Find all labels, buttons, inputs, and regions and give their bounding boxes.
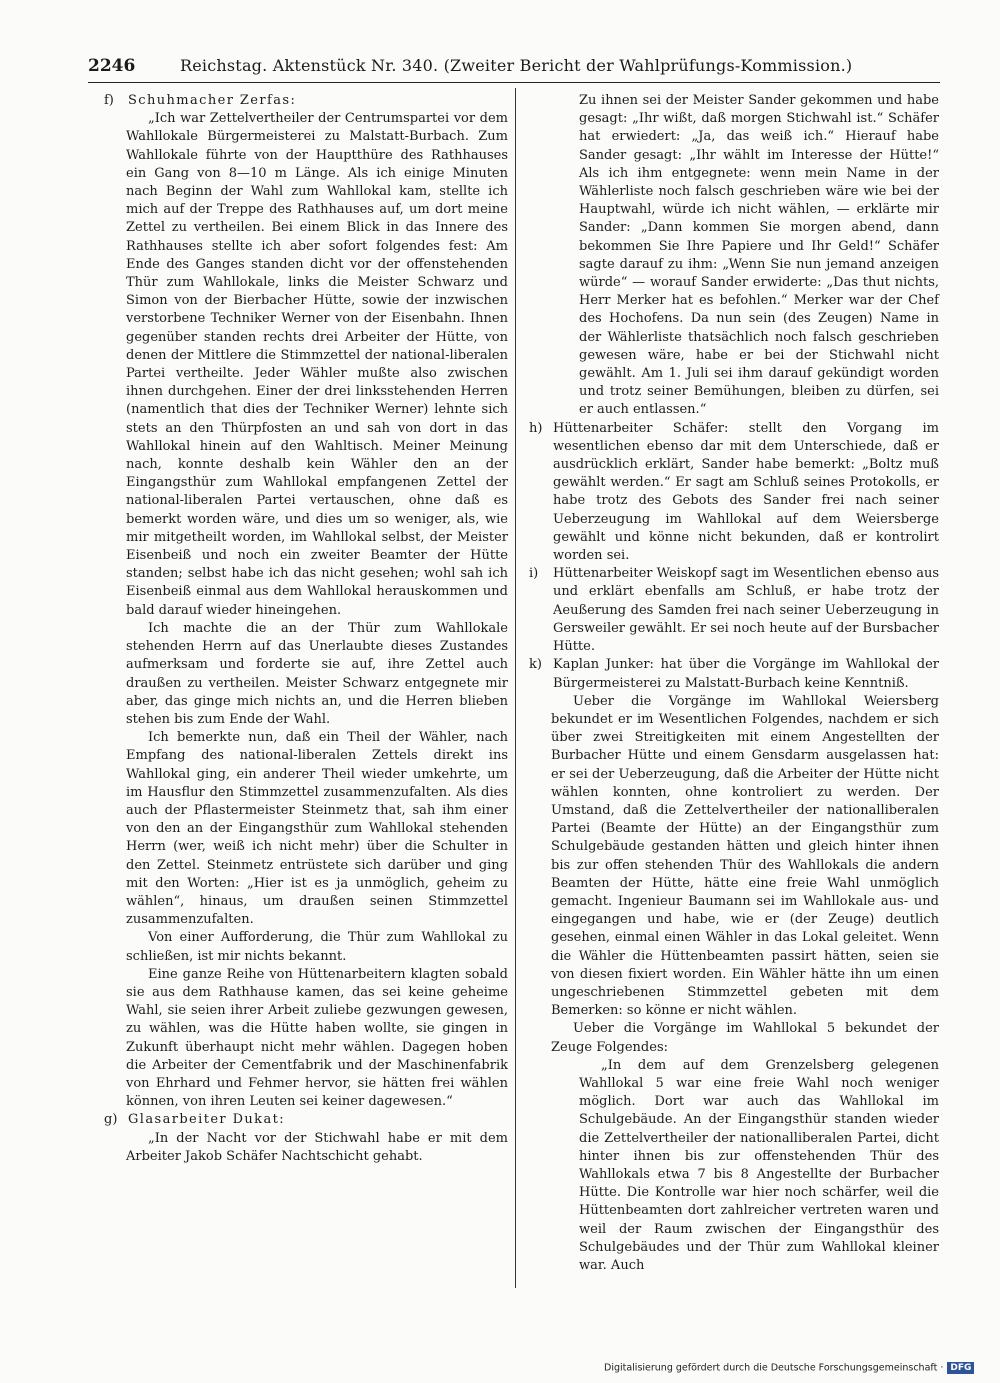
credit-text: Digitalisierung gefördert durch die Deutsche Forschungsgemeinschaft ·: [604, 1362, 944, 1374]
section-marker: i): [529, 566, 539, 582]
paragraph: Kaplan Junker: hat über die Vorgänge im Wahllokal der Bürgermeisterei zu Malstatt-Burbach keine Kenntniß.: [553, 657, 939, 691]
paragraph: Ich bemerkte nun, daß ein Theil der Wähler, nach Empfang des national-liberalen Zettels direkt ins Wahllokal ging, ein anderer Theil wieder umkehrte, um im Hausflur den Stimmzettel zusammenzufalten. Als dies auch der Pflastermeister Steinmetz that, sah ihm einer von den an der Eingangsthür zum Wahllokal stehenden Herrn (wer, weiß ich nicht mehr) über die Schulter in den Zettel. Steinmetz entrüstete sich darüber und ging mit den Worten: „Hier ist es ja unmöglich, geheim zu wählen“, hinaus, um draußen seinen Stimmzettel zusammenzufalten.: [126, 730, 508, 928]
running-title: Reichstag. Aktenstück Nr. 340. (Zweiter Bericht der Wahlprüfungs-Kommission.): [180, 56, 853, 75]
column-divider: [515, 88, 516, 1288]
paragraph: „In dem auf dem Grenzelsberg gelegenen Wahllokal 5 war eine freie Wahl noch weniger möglich. Dort war auch das Wahllokal im Schulgebäude. An der Eingangsthür standen wieder die Zettelvertheiler der nationalliberalen Partei, dicht hinter ihnen bis zur offenstehenden Thür des Wahllokals etwa 7 bis 8 Angestellte der Burbacher Hütte. Die Kontrolle war hier noch schärfer, weil die Hüttenbeamten dort zahlreicher vertreten waren und weil der Raum zwischen der Eingangsthür des Schulgebäudes und der Thür zum Wahllokal kleiner war. Auch: [579, 1057, 939, 1273]
paragraph: Ueber die Vorgänge im Wahllokal Weiersberg bekundet er im Wesentlichen Folgendes, nachdem er sich über zwei Streitigkeiten mit einem Angestellten der Burbacher Hütte und einem Gensdarm ausgelassen hat: er sei der Ueberzeugung, daß die Arbeiter der Hütte nicht wählen konnten, ohne kontroliert zu werden. Der Umstand, daß die Zettelvertheiler der nationalliberalen Partei (Beamte der Hütte) an der Eingangsthür zum Schulgebäude gestanden hätten und gleich hinter ihnen bis zur offen stehenden Thür des Wahllokals die andern Beamten der Hütte, hätte eine freie Wahl unmöglich gemacht. Ingenieur Baumann sei im Wahllokale aus- und eingegangen und habe, wie er (der Zeuge) deutlich gesehen, einmal einen Wähler in das Lokal geleitet. Wenn die Wähler die Hüttenbeamten passirt hätten, seien sie von diesen fixiert worden. Ein Wähler hätte ihn um einen ungeschriebenen Stimmzettel gebeten mit dem Bemerken: so könne er nicht wählen.: [551, 693, 939, 1019]
section-marker: g): [104, 1112, 118, 1128]
paragraph: Ich machte die an der Thür zum Wahllokale stehenden Herrn auf das Unerlaubte dieses Zustandes aufmerksam und forderte sie auf, ihre Zettel auch draußen zu vertheilen. Meister Schwarz entgegnete mir aber, das ginge mich nichts an, und die Herren blieben stehen bis zum Ende der Wahl.: [126, 620, 508, 727]
paragraph: „Ich war Zettelvertheiler der Centrumspartei vor dem Wahllokale Bürgermeisterei zu Malstatt-Burbach. Zum Wahllokale führte von der Hauptthüre des Rathhauses ein Gang von 8—10 m Länge. Als ich einige Minuten nach Beginn der Wahl zum Wahllokal kam, stellte ich mich auf der Treppe des Rathhauses auf, um dort meine Zettel zu vertheilen. Bei einem Blick in das Innere des Rathhauses stellte ich aber sofort folgendes fest: Am Ende des Ganges standen dicht vor der offenstehenden Thür zum Wahllokale, links die Meister Schwarz und Simon von der Bierbacher Hütte, sowie der inzwischen verstorbene Techniker Werner von der Eisenbahn. Ihnen gegenüber standen rechts drei Arbeiter der Hütte, von denen der Mittlere die Stimmzettel der national-liberalen Partei vertheilte. Jeder Wähler mußte also zwischen ihnen durchgehen. Einer der drei linksstehenden Herren (namentlich that dies der Techniker Werner) lehnte sich stets an den Thürpfosten an und sah von dort in das Wahllokal hinein auf den Wahltisch. Meiner Meinung nach, konnte deshalb kein Wähler den an der Eingangsthür zum Wahllokal empfangenen Zettel der national-liberalen Partei vertauschen, ohne daß es bemerkt worden wäre, und dies um so weniger, als, wie mir mitgetheilt worden, im Wahllokal selbst, der Meister Eisenbeiß und noch ein zweiter Beamter der Hütte standen; selbst habe ich das nicht gesehen; wohl sah ich Eisenbeiß einmal aus dem Wahllokal herauskommen und bald darauf wieder hineingehen.: [126, 111, 508, 618]
section-marker: f): [104, 93, 114, 108]
section-g: [104, 1111, 508, 1129]
paragraph: Zu ihnen sei der Meister Sander gekommen und habe gesagt: „Ihr wißt, daß morgen Stichwahl ist.“ Schäfer hat erwiedert: „Ja, das weiß ich.“ Hierauf habe Sander gesagt: „Ihr wählt im Interesse der Hütte!“ Als ich ihm entgegnete: wenn mein Name in der Wählerliste noch falsch geschrieben wäre wie bei der Hauptwahl, würde ich nicht wählen, — erklärte mir Sander: „Dann kommen Sie morgen abend, dann bekommen Sie Ihre Papiere und Ihr Geld!“ Schäfer sagte darauf zu ihm: „Wenn Sie nun jemand anzeigen würde“ — worauf Sander erwiderte: „Das thut nichts, Herr Merker hat es befohlen.“ Merker war der Chef des Hochofens. Da nun sein (des Zeugen) Name in der Wählerliste thatsächlich noch falsch geschrieben gewesen wäre, habe er bei der Stichwahl nicht gewählt. Am 1. Juli sei ihm darauf gekündigt worden und trotz seiner Bemühungen, bleiben zu dürfen, sei er auch entlassen.“: [579, 93, 939, 418]
paragraph: „In der Nacht vor der Stichwahl habe er mit dem Arbeiter Jakob Schäfer Nachtschicht gehabt.: [126, 1130, 508, 1164]
dfg-logo: DFG: [947, 1362, 974, 1374]
paragraph: Von einer Aufforderung, die Thür zum Wahllokal zu schließen, ist mir nichts bekannt.: [126, 930, 508, 964]
digitization-credit: [604, 1362, 992, 1378]
witness-heading: Glasarbeiter Dukat:: [128, 1112, 285, 1128]
right-column: [529, 92, 939, 1275]
section-h: [529, 420, 939, 566]
header-rule: [88, 82, 940, 83]
paragraph: Eine ganze Reihe von Hüttenarbeitern klagten sobald sie aus dem Rathhause kamen, das sei keine geheime Wahl, sie seien ihrer Arbeit zuliebe gezwungen gewesen, zu wählen, was die Hütte haben wollte, sie gingen in Zukunft überhaupt nicht mehr wählen. Dagegen hoben die Arbeiter der Cementfabrik und der Maschinenfabrik von Ehrhard und Fehmer hervor, sie hätten frei wählen können, von ihren Leuten sei keiner dagewesen.“: [126, 966, 508, 1110]
page-number: 2246: [88, 56, 136, 76]
section-i: [529, 565, 939, 656]
section-marker: k): [529, 657, 542, 673]
paragraph: Hüttenarbeiter Schäfer: stellt den Vorgang im wesentlichen ebenso dar mit dem Unterschiede, daß er ausdrücklich erklärt, Sander habe bemerkt: „Boltz muß gewählt werden.“ Er sagt am Schluß seines Protokolls, er habe trotz des Gebots des Sander frei nach seiner Ueberzeugung im Wahllokal auf dem Weiersberge gewählt und könne nicht bekunden, daß er kontrolirt worden sei.: [553, 420, 939, 564]
section-f: [104, 92, 508, 110]
section-marker: h): [529, 420, 543, 436]
left-column: [104, 92, 508, 1166]
paragraph: Hüttenarbeiter Weiskopf sagt im Wesentlichen ebenso aus und erklärt ebenfalls am Schluß, er habe trotz der Aeußerung des Samden frei nach seiner Ueberzeugung in Gersweiler gewählt. Er sei noch heute auf der Bursbacher Hütte.: [553, 566, 939, 655]
section-k: [529, 656, 939, 692]
paragraph: Ueber die Vorgänge im Wahllokal 5 bekundet der Zeuge Folgendes:: [551, 1021, 939, 1055]
witness-heading: Schuhmacher Zerfas:: [128, 93, 297, 108]
